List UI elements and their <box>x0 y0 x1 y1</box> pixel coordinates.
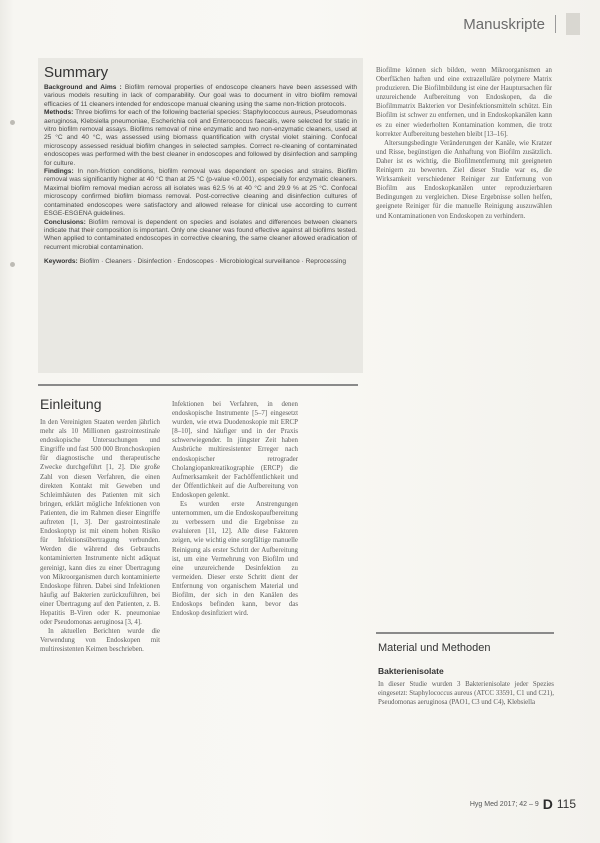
summary-title: Summary <box>44 64 109 81</box>
page-number: 115 <box>556 797 576 811</box>
methods-label: Methods: <box>44 109 74 117</box>
summary-findings <box>44 168 357 218</box>
issue-info: Hyg Med 2017; 42 – 9 <box>469 800 539 808</box>
paragraph: In aktuellen Berichten wurde die Verwendung von Endoskopen mit multiresistenten Keimen beschrieben. <box>40 628 160 654</box>
paragraph: Altersungsbedingte Veränderungen der Kanäle, wie Kratzer und Risse, begünstigen die Anhaftung von Biofilm zusätzlich. Daher ist es wichtig, die Biofilmentfernung mit geeigneten Reinigern zu bewerten. Ziel dieser Studie war es, die Wirksamkeit verschiedener Reiniger zur Entfernung von Biofilm aus Endoskopkanälen unter reproduzierbaren Bedingungen zu vergleichen. Diese Ergebnisse sollen helfen, geeignete Reiniger für die manuelle Reinigung auszuwählen und Kontaminationen von Endoskopen zu verhindern. <box>376 139 552 220</box>
paragraph: In dieser Studie wurden 3 Bakterienisolate jeder Spezies eingesetzt: Staphylococcus aureus (ATCC 33591, C1 und C21), Pseudomonas aeruginosa (PAO1, C3 und C4), Klebsiella <box>378 681 554 707</box>
section-rule <box>376 632 554 634</box>
background-label: Background and Aims : <box>44 84 122 91</box>
section-tab <box>463 10 580 38</box>
summary-methods <box>44 109 357 168</box>
punch-hole-mark <box>10 262 15 267</box>
paragraph: In den Vereinigten Staaten werden jährlich mehr als 10 Millionen gastrointestinale endoskopische Untersuchungen und Eingriffe und fast 500 000 Bronchoskopien für diagnostische und therapeutische Zwecke durchgeführt [1, 2]. Die große Zahl von diesen Verfahren, die einen direkten Kontakt mit Geweben und Schleimhäuten des Patienten mit sich bringen, erklärt mögliche Infektionen von Patienten, die im Rahmen dieser Eingriffe auftreten [1, 3]. Der gastrointestinale Endoskoptyp ist mit einem hohen Risiko für Infektionsübertragung verbunden. Werden die während des Gebrauchs kontaminierten Instrumente nicht adäquat gereinigt, kann dies zu einer Übertragung von Mikroorganismen durch kontaminierte Endoskope führen. Dabei sind Infektionen häufig auf Bakterien zurückzuführen, bei einer Übertragung auf den Patienten, z. B. Hepatitis B-Viren oder K. pneumoniae oder Pseudomonas aeruginosa [3, 4]. <box>40 419 160 627</box>
conclusions-label: Conclusions: <box>44 218 86 226</box>
section-label: Manuskripte <box>463 15 545 33</box>
keywords-label: Keywords: <box>44 258 78 266</box>
conclusions-text: Biofilm removal is dependent on species and isolates and differences between cleaners indicate that their composition is important. Only one cleaner was found effective against all biofilms tested. When applied to contaminated endoscopes in corrective cleaning, the same cleaner allowed eradication of recurrent microbial contamination. <box>44 218 357 251</box>
page-header <box>30 0 600 42</box>
page-footer <box>470 796 576 812</box>
text-column-4 <box>378 680 554 788</box>
section-rule <box>38 384 358 386</box>
findings-label: Findings: <box>44 168 74 176</box>
paragraph: Es wurden erste Anstrengungen unternommen, um die Endoskopaufbereitung zu verbessern und die Ergebnisse zu evaluieren [11, 12]. Alle diese Faktoren zeigen, wie wichtig eine sorgfältige manuelle Reinigung als erster Schritt der Aufbereitung ist, um eine Vermehrung von Biofilm und eine unzureichende Desinfektion zu vermeiden. Dieser erste Schritt dient der Entfernung von organischem Material und Biofilm, der sich in den Kanälen des Endoskops befinden kann, bevor das Endoskop desinfiziert wird. <box>172 501 298 618</box>
einleitung-heading: Einleitung <box>40 396 102 412</box>
paragraph: Biofilme können sich bilden, wenn Mikroorganismen an Oberflächen haften und eine extrazelluläre polymere Matrix produzieren. Die Biofilmbildung ist eine der Hauptursachen für unzureichende Aufbereitung von Endoskopen, da die Biofilmmatrix Bakterien vor Desinfektionsmitteln schützt. Ein Biofilm ist schwer zu entfernen, und in Endoskopkanälen kann es zu einer wiederholten Kontamination kommen, die trotz korrekter Aufbereitung bestehen bleibt [13–16]. <box>376 67 552 138</box>
text-column-2 <box>172 400 298 788</box>
text-column-1 <box>40 418 160 788</box>
summary-background <box>44 84 357 109</box>
journal-logo: D <box>542 796 553 812</box>
section-tab-block <box>566 13 580 35</box>
methods-heading: Material und Methoden <box>378 642 491 654</box>
background-text: Biofilm removal properties of endoscope cleaners have been assessed with various models resulting in lack of comparability. Our goal was to document in vitro biofilm removal efficacies of 11 cleaners intended for endoscope manual cleaning using the same non-friction protocols. <box>44 84 357 108</box>
text-column-3 <box>376 66 552 626</box>
methods-text: Three biofilms for each of the following bacterial species: Staphylococcus aureus, Pseudomonas aeruginosa, Klebsiella pneumoniae, Escherichia coli and Enterococcus faecalis, were selected for static in vitro biofilm removal assays. Biofilms removal of nine enzymatic and two non-enzymatic cleaners, used at 25 °C and 40 °C, was assessed using biomass quantification with crystal violet staining. Confocal microscopy assessed residual biofilm changes in selected samples. Correct re-cleaning of contaminated endoscopes was performed with the best cleaner in endoscopes and followed by disinfection and sampling for culture. <box>44 109 358 167</box>
summary-conclusions <box>44 219 357 253</box>
header-divider <box>555 15 556 33</box>
paragraph: Infektionen bei Verfahren, in denen endoskopische Instrumente [5–7] eingesetzt wurden, wie etwa Duodenoskopie mit ERCP [8–10], sind häufiger und in der Praxis schwerwiegender. In jüngster Zeit haben Ausbrüche multiresistenter Erreger nach endoskopischer retrograder Cholangiopankreatikographie (ERCP) die Aufmerksamkeit der Fachöffentlichkeit und der Öffentlichkeit auf die Aufbereitung von Endoskopen gelenkt. <box>172 401 298 499</box>
punch-hole-mark <box>10 120 15 125</box>
findings-text: In non-friction conditions, biofilm removal was dependent on species and strains. Biofilm removal was significantly higher at 40 °C than at 25 °C (p-value <0.001), especially for enzymatic cleaners. Maximal biofilm removal median across all isolates was 62.5 % at 40 °C and 29.9 % at 25 °C. Confocal microscopy confirmed biofilm biomass removal. Post-corrective cleaning and disinfection cultures of contaminated endoscopes were satisfactory and allowed release for clinical use according to current ESGE-ESGENA guidelines. <box>44 168 357 218</box>
summary-box <box>38 58 363 373</box>
summary-keywords <box>44 258 357 266</box>
methods-subheading: Bakterienisolate <box>378 666 444 676</box>
keywords-text: Biofilm · Cleaners · Disinfection · Endoscopes · Microbiological surveillance · Reprocessing <box>79 258 346 266</box>
